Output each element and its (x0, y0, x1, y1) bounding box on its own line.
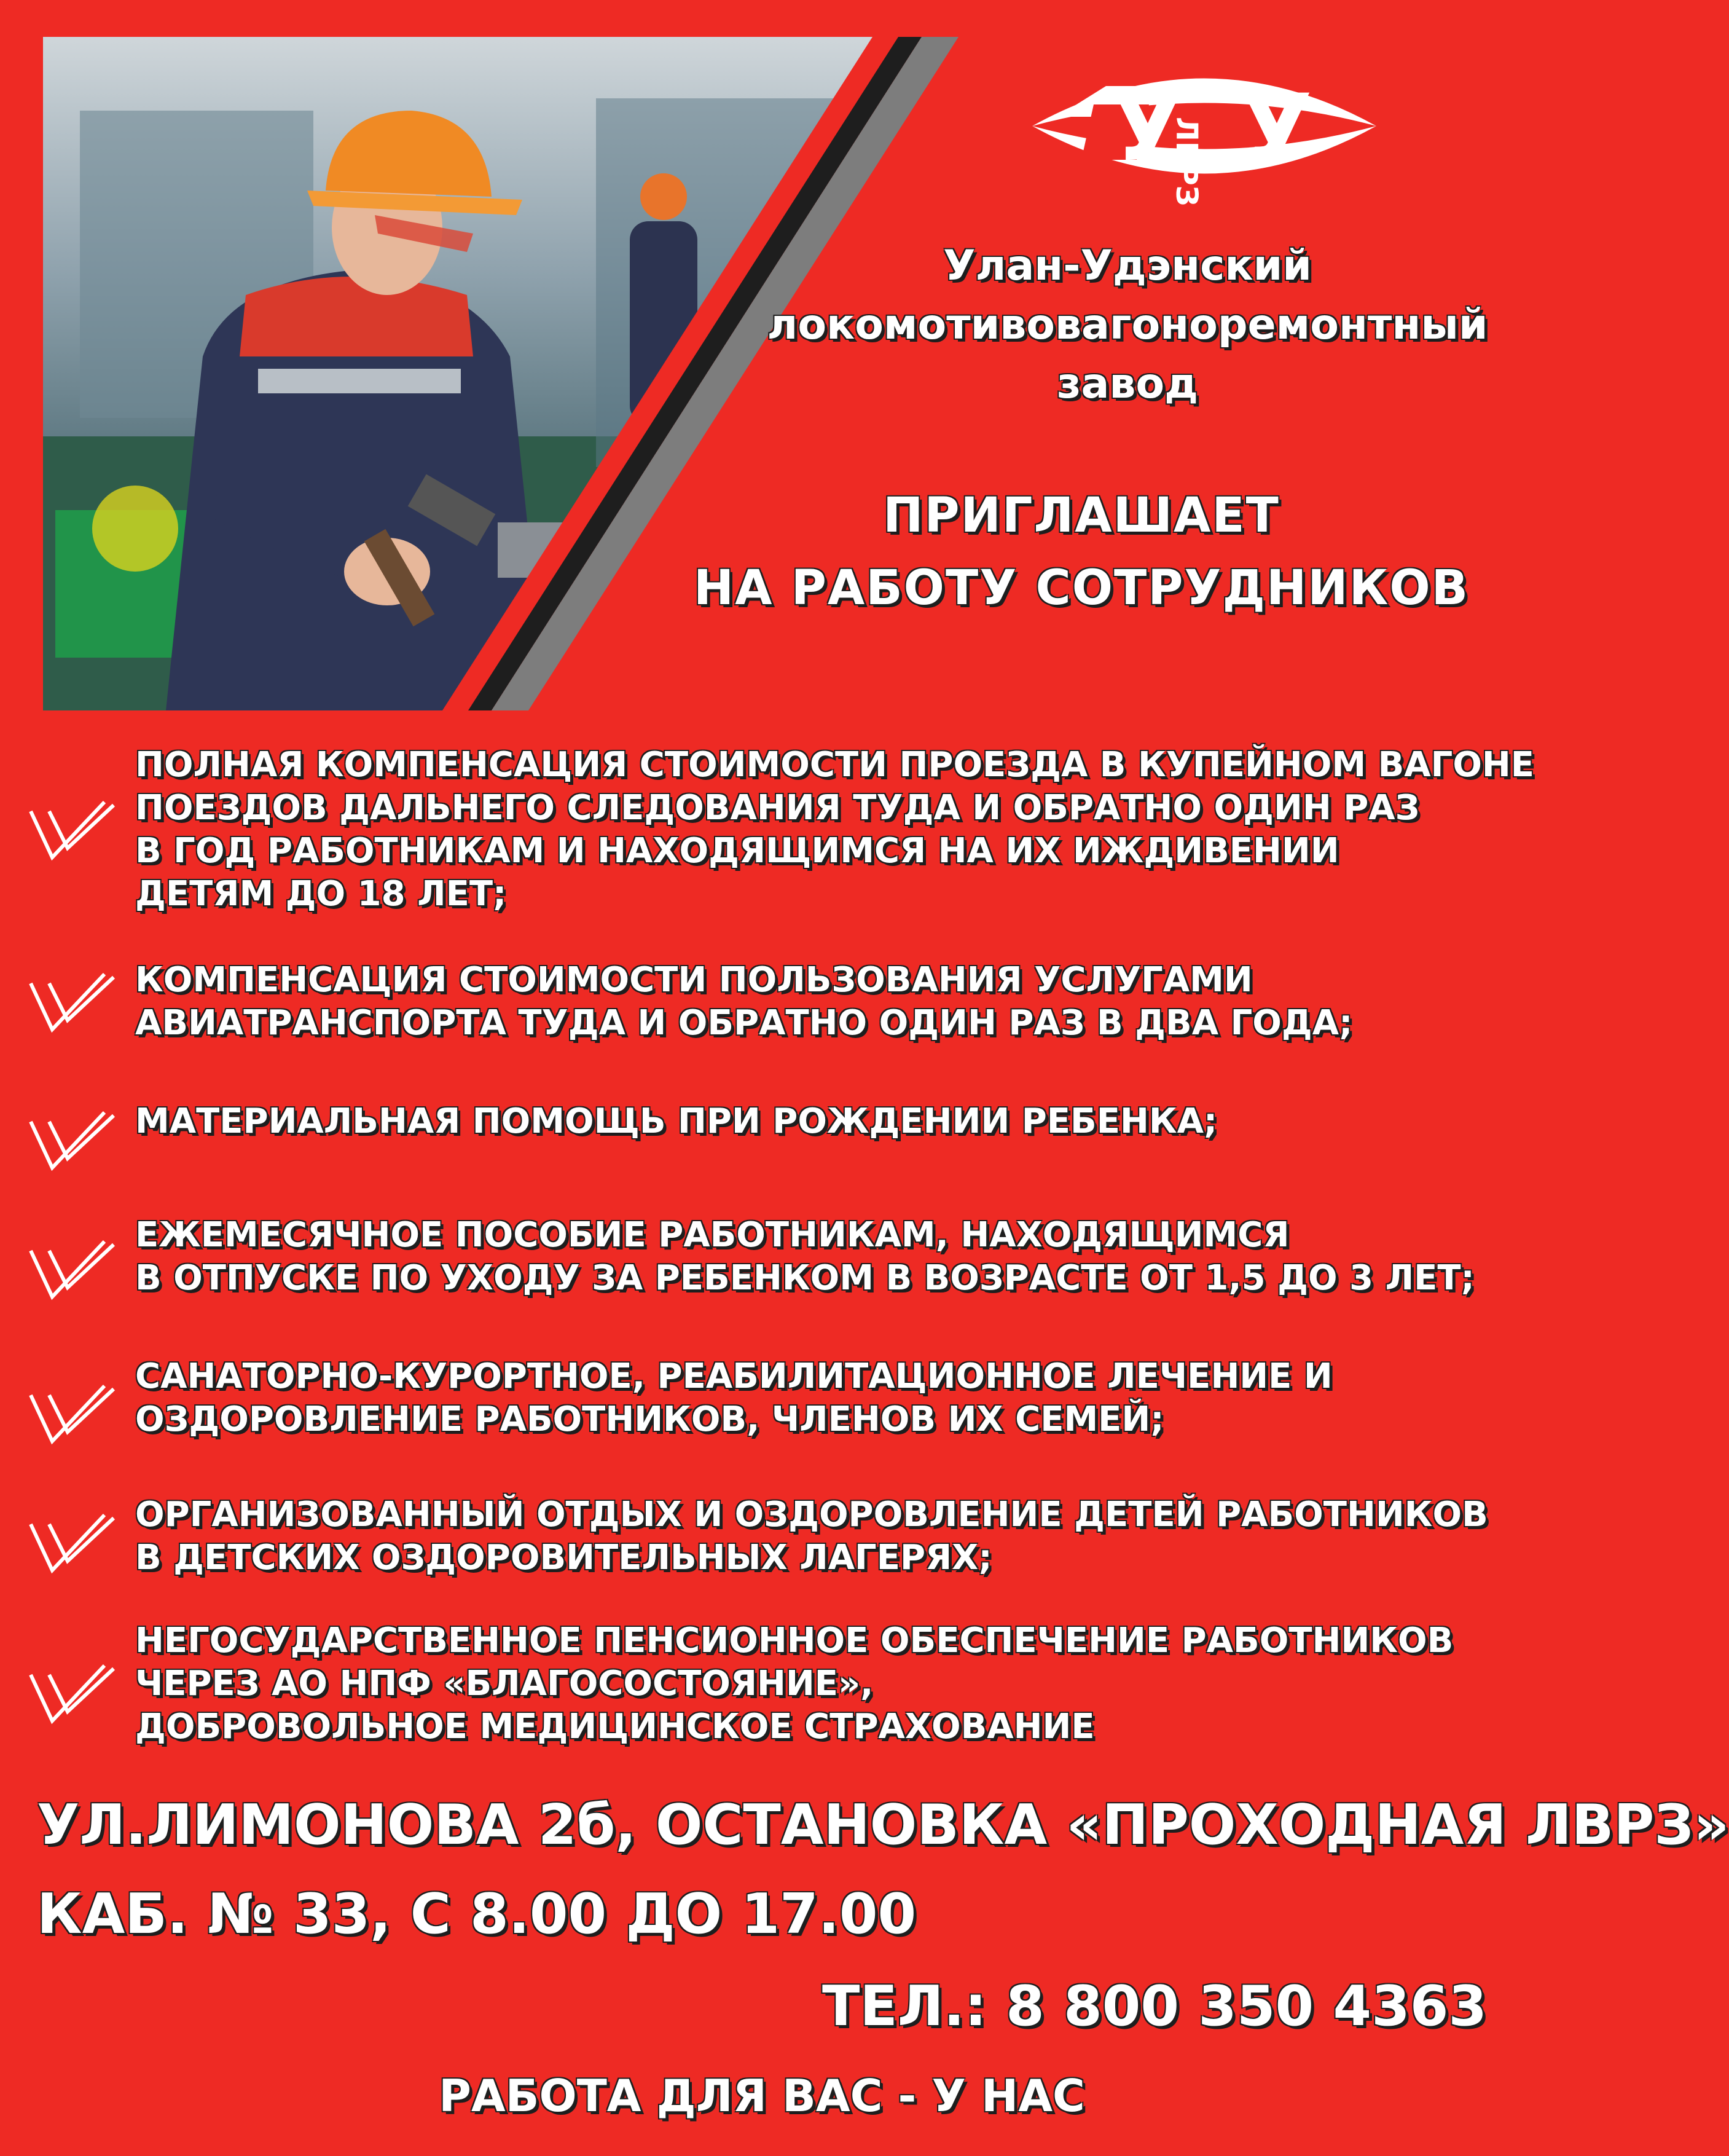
benefit-text (135, 1214, 1475, 1300)
company-line: локомотивовагоноремонтный (767, 301, 1488, 349)
logo-lvrz-text: ЛВРЗ (1169, 117, 1204, 207)
benefit-line: ОЗДОРОВЛЕНИЕ РАБОТНИКОВ, ЧЛЕНОВ ИХ СЕМЕЙ; (135, 1399, 1164, 1439)
benefit-text (135, 744, 1534, 916)
invite-line: НА РАБОТУ СОТРУДНИКОВ (693, 561, 1470, 616)
double-check-icon (25, 1383, 117, 1450)
double-check-icon (25, 1512, 117, 1580)
benefit-text (135, 1100, 1217, 1143)
benefit-text (135, 959, 1352, 1045)
company-line: Улан-Удэнский (943, 242, 1312, 290)
benefit-text (135, 1355, 1333, 1441)
company-line: завод (1056, 360, 1199, 408)
benefit-text (135, 1493, 1488, 1580)
logo-letter-u-left: У (1112, 75, 1183, 182)
double-check-icon (25, 1238, 117, 1306)
invite-line: ПРИГЛАШАЕТ (883, 488, 1280, 543)
benefit-line: В ОТПУСКЕ ПО УХОДУ ЗА РЕБЕНКОМ В ВОЗРАСТЕ ОТ 1,5 ДО 3 ЛЕТ; (135, 1258, 1475, 1298)
benefit-line: ЧЕРЕЗ АО НПФ «БЛАГОСОСТОЯНИЕ», (135, 1664, 874, 1704)
benefit-line: ЕЖЕМЕСЯЧНОЕ ПОСОБИЕ РАБОТНИКАМ, НАХОДЯЩИМСЯ (135, 1215, 1290, 1255)
address: УЛ.ЛИМОНОВА 2б, ОСТАНОВКА «ПРОХОДНАЯ ЛВРЗ» (37, 1793, 1729, 1857)
company-name (737, 237, 1518, 414)
benefit-line: ДЕТЯМ ДО 18 ЛЕТ; (135, 874, 507, 914)
lvrz-logo (1020, 43, 1389, 209)
benefit-line: КОМПЕНСАЦИЯ СТОИМОСТИ ПОЛЬЗОВАНИЯ УСЛУГАМИ (135, 960, 1253, 1000)
benefit-line: В ГОД РАБОТНИКАМ И НАХОДЯЩИМСЯ НА ИХ ИЖДИВЕНИИ (135, 831, 1339, 871)
benefit-text (135, 1619, 1453, 1749)
phone-number: ТЕЛ.: 8 800 350 4363 (822, 1974, 1487, 2039)
logo-letter-u-right: У (1241, 75, 1312, 182)
office-hours: КАБ. № 33, С 8.00 ДО 17.00 (37, 1882, 917, 1946)
benefit-line: ОРГАНИЗОВАННЫЙ ОТДЫХ И ОЗДОРОВЛЕНИЕ ДЕТЕЙ РАБОТНИКОВ (135, 1495, 1488, 1535)
benefit-line: В ДЕТСКИХ ОЗДОРОВИТЕЛЬНЫХ ЛАГЕРЯХ; (135, 1538, 992, 1578)
double-check-icon (25, 1662, 117, 1730)
benefit-line: ПОЛНАЯ КОМПЕНСАЦИЯ СТОИМОСТИ ПРОЕЗДА В КУПЕЙНОМ ВАГОНЕ (135, 745, 1535, 785)
double-check-icon (25, 1109, 117, 1177)
invite-heading (645, 479, 1518, 624)
benefit-line: ДОБРОВОЛЬНОЕ МЕДИЦИНСКОЕ СТРАХОВАНИЕ (135, 1707, 1095, 1747)
benefit-line: МАТЕРИАЛЬНАЯ ПОМОЩЬ ПРИ РОЖДЕНИИ РЕБЕНКА; (135, 1101, 1218, 1141)
double-check-icon (25, 971, 117, 1039)
benefit-line: САНАТОРНО-КУРОРТНОЕ, РЕАБИЛИТАЦИОННОЕ ЛЕЧЕНИЕ И (135, 1356, 1333, 1396)
slogan: РАБОТА ДЛЯ ВАС - У НАС (439, 2070, 1085, 2122)
double-check-icon (25, 799, 117, 867)
benefit-line: НЕГОСУДАРСТВЕННОЕ ПЕНСИОННОЕ ОБЕСПЕЧЕНИЕ РАБОТНИКОВ (135, 1621, 1454, 1661)
benefit-line: ПОЕЗДОВ ДАЛЬНЕГО СЛЕДОВАНИЯ ТУДА И ОБРАТНО ОДИН РАЗ (135, 788, 1420, 828)
benefit-line: АВИАТРАНСПОРТА ТУДА И ОБРАТНО ОДИН РАЗ В ДВА ГОДА; (135, 1003, 1353, 1043)
